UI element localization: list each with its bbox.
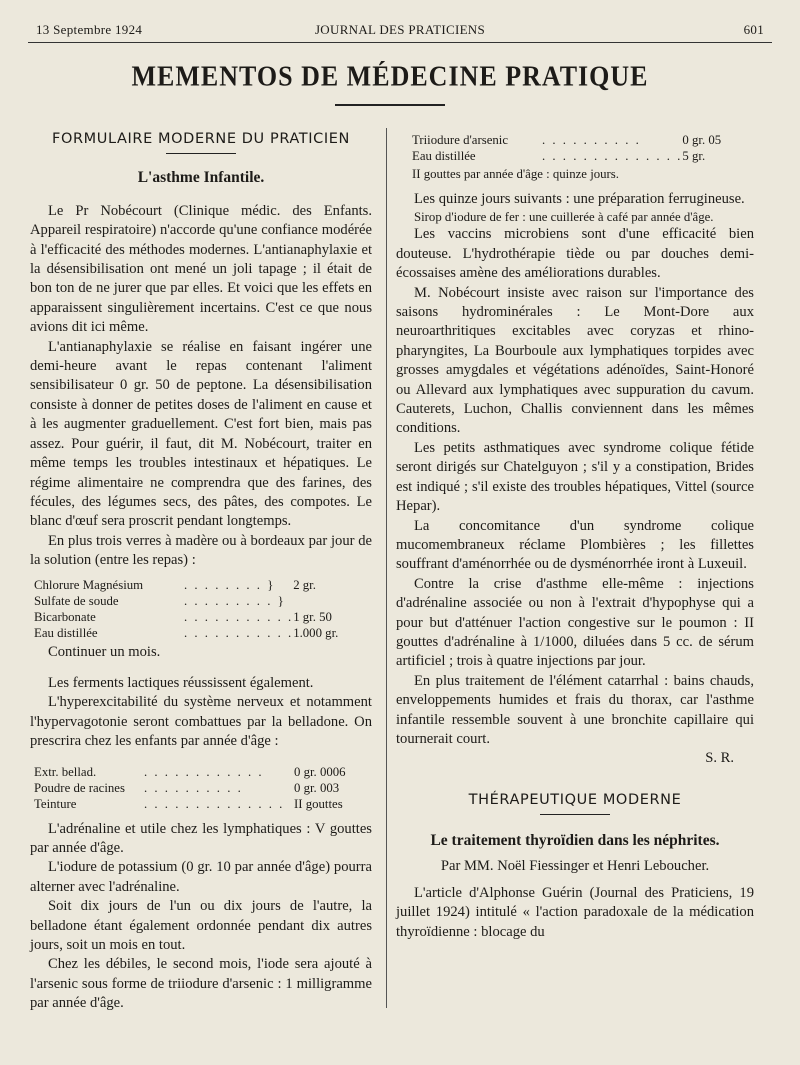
formula-name: Poudre de racines bbox=[34, 780, 125, 795]
paragraph: En plus trois verres à madère ou à bordeaux par jour de la solution (entre les repas) : bbox=[30, 532, 372, 569]
formula-row bbox=[412, 132, 721, 148]
paragraph: Chez les débiles, le second mois, l'iode sera ajouté à l'arsenic sous forme de triiodure d'arsenic : 1 milligramme par année d'âge. bbox=[30, 956, 372, 1012]
formula-row bbox=[34, 625, 338, 641]
paragraph: L'antianaphylaxie se réalise en faisant ingérer une demi-heure avant le repas contenant l'aliment sensibilisateur 0 gr. 50 de peptone. La désensibilisation consiste à donner de petites doses de l'aliment en cause et à les augmenter graduellement. C'est fort bien, mais pas assez. Pour guérir, il faut, dit M. Nobécourt, traiter en même temps les troubles intestinaux et hépatiques. Le régime alimentaire ne comprendra que des farines, des fécules, des légumes secs, des pâtes, des compotes. Le blanc d'œuf sera proscrit pendant longtemps. bbox=[30, 338, 372, 530]
section-heading-formulaire: FORMULAIRE MODERNE DU PRATICIEN bbox=[52, 131, 350, 147]
formula-dots: . . . . . . . . . . bbox=[542, 133, 641, 147]
column-separator bbox=[386, 128, 387, 1008]
formula-name: Bicarbonate bbox=[34, 609, 96, 624]
paragraph: La concomitance d'un syndrome colique mucomembraneux réclame Plombières ; les fillettes souffrant d'aménorrhée ou de dysménorrhée iront à Luxeuil. bbox=[396, 517, 754, 573]
paragraph: L'adrénaline et utile chez les lymphatiques : V gouttes par année d'âge. bbox=[30, 820, 372, 856]
formula-name: Triiodure d'arsenic bbox=[412, 133, 509, 147]
left-column bbox=[30, 130, 372, 1014]
formula-name: Sulfate de soude bbox=[34, 593, 119, 608]
header-page-number: 601 bbox=[743, 22, 764, 37]
formula-table-2 bbox=[34, 764, 346, 812]
paragraph: Les vaccins microbiens sont d'une efficacité bien douteuse. L'hydrothérapie tiède ou par douches demi-écossaises amène des améliorations durables. bbox=[396, 226, 754, 282]
formula-row bbox=[34, 780, 346, 796]
section-heading-therapeutique: THÉRAPEUTIQUE MODERNE bbox=[468, 791, 682, 808]
formula-name: Eau distillée bbox=[34, 625, 98, 640]
formula-dots: . . . . . . . . . . . bbox=[184, 625, 294, 640]
formula-qty: 0 gr. 0006 bbox=[294, 764, 346, 779]
paragraph: M. Nobécourt insiste avec raison sur l'importance des saisons hydrominérales : Le Mont-Dore aux neuroarthritiques excitables avec coryzas et rhino-pharyngites, La Bourboule aux lymphatiques torpides avec grosses amygdales et végétations adénoïdes, Saint-Honoré ou Allevard aux lymphatiques avec suppuration du cavum. Cauterets, Luchon, Challis conviennent dans les mêmes conditions. bbox=[396, 284, 754, 437]
formula-qty: 0 gr. 003 bbox=[294, 780, 340, 795]
formula-qty: 1.000 gr. bbox=[293, 625, 339, 640]
paragraph: Continuer un mois. bbox=[48, 643, 161, 660]
formula-name: Extr. bellad. bbox=[34, 764, 97, 779]
formula-note: II gouttes par année d'âge : quinze jours. bbox=[412, 167, 619, 181]
formula-row bbox=[34, 764, 346, 780]
section-rule bbox=[540, 814, 610, 815]
title-rule bbox=[335, 104, 445, 106]
formula-name: Chlorure Magnésium bbox=[34, 577, 144, 592]
paragraph: Les ferments lactiques réussissent également. bbox=[48, 674, 314, 691]
article-title: Le traitement thyroïdien dans les néphrites. bbox=[430, 832, 720, 850]
formula-dots: . . . . . . . . } bbox=[184, 577, 276, 592]
formula-qty bbox=[293, 593, 338, 609]
right-column bbox=[396, 130, 754, 942]
paragraph: L'article d'Alphonse Guérin (Journal des Praticiens, 19 juillet 1924) intitulé « l'action paradoxale de la médication thyroïdienne : blocage du bbox=[396, 885, 754, 940]
formula-dots: . . . . . . . . . . . . . . bbox=[144, 796, 285, 811]
header-rule bbox=[28, 42, 772, 43]
header-date: 13 Septembre 1924 bbox=[36, 22, 143, 37]
paragraph: L'hyperexcitabilité du système nerveux et notamment l'hypervagotonie seront combattues par la belladone. On prescrira chez les enfants par année d'âge : bbox=[30, 694, 372, 750]
formula-name: Eau distillée bbox=[412, 149, 476, 163]
paragraph: L'iodure de potassium (0 gr. 10 par année d'âge) pourra alterner avec l'adrénaline. bbox=[30, 859, 372, 895]
section-rule bbox=[166, 153, 236, 154]
signature: S. R. bbox=[705, 750, 734, 767]
formula-qty: II gouttes bbox=[294, 796, 343, 811]
article-subtitle: L'asthme Infantile. bbox=[137, 169, 265, 187]
formula-dots: . . . . . . . . . . . bbox=[184, 609, 294, 624]
formula-row bbox=[34, 609, 338, 625]
formula-qty: 2 gr. bbox=[293, 577, 316, 592]
formula-table-3 bbox=[412, 132, 721, 164]
formula-dots: . . . . . . . . . } bbox=[184, 593, 286, 608]
formula-name: Teinture bbox=[34, 796, 77, 811]
formula-row bbox=[34, 577, 338, 593]
formula-dots: . . . . . . . . . . . . bbox=[144, 764, 264, 779]
formula-table-1 bbox=[34, 577, 338, 641]
paragraph: Contre la crise d'asthme elle-même : injections d'adrénaline associée ou non à l'extrait d'hypophyse qui a pour but d'atténuer l'action congestive sur le poumon : II gouttes d'adrénaline à 1/1000, diluées dans 5 cc. de sérum artificiel ; trois à quatre injections par jour. bbox=[396, 575, 754, 670]
formula-dots: . . . . . . . . . . bbox=[144, 780, 243, 795]
paragraph: En plus traitement de l'élément catarrhal : bains chauds, enveloppements humides et frais du thorax, car l'asthme infantile ressemble souvent à une bronchite capillaire qui tournerait court. bbox=[396, 672, 754, 747]
formula-row bbox=[412, 148, 721, 164]
paragraph-small: Sirop d'iodure de fer : une cuillerée à café par année d'âge. bbox=[414, 210, 714, 225]
paragraph: Les petits asthmatiques avec syndrome colique fétide seront dirigés sur Chatelguyon ; s'il y a constipation, Brides est indiqué ; s'il existe des troubles hépatiques, Vittel (source Hepar). bbox=[396, 439, 754, 515]
header-journal: JOURNAL DES PRATICIENS bbox=[314, 22, 486, 37]
article-authors: Par MM. Noël Fiessinger et Henri Leboucher. bbox=[440, 857, 710, 874]
formula-row bbox=[34, 593, 338, 609]
paragraph: Les quinze jours suivants : une préparation ferrugineuse. bbox=[414, 191, 745, 207]
formula-qty: 5 gr. bbox=[682, 149, 706, 163]
paragraph: Le Pr Nobécourt (Clinique médic. des Enfants. Appareil respiratoire) n'accorde qu'une confiance modérée à l'efficacité des méthodes modernes. L'antianaphylaxie et la désensibilisation ont mené un joli tapage ; il était de bon ton de ne jurer que par elles. Et voici que les effets en apparaissent singulièrement incertains. C'est ce que nous avions dit ici même. bbox=[30, 202, 372, 336]
page-title: MEMENTOS DE MÉDECINE PRATIQUE bbox=[131, 60, 649, 93]
formula-qty: 1 gr. 50 bbox=[293, 609, 332, 624]
paragraph: Soit dix jours de l'un ou dix jours de l'autre, la belladone étant également ordonnée pendant dix autres jours, soit un mois en tout. bbox=[30, 898, 372, 953]
formula-dots: . . . . . . . . . . . . . . bbox=[542, 149, 683, 163]
formula-row bbox=[34, 796, 346, 812]
formula-qty: 0 gr. 05 bbox=[682, 133, 722, 147]
